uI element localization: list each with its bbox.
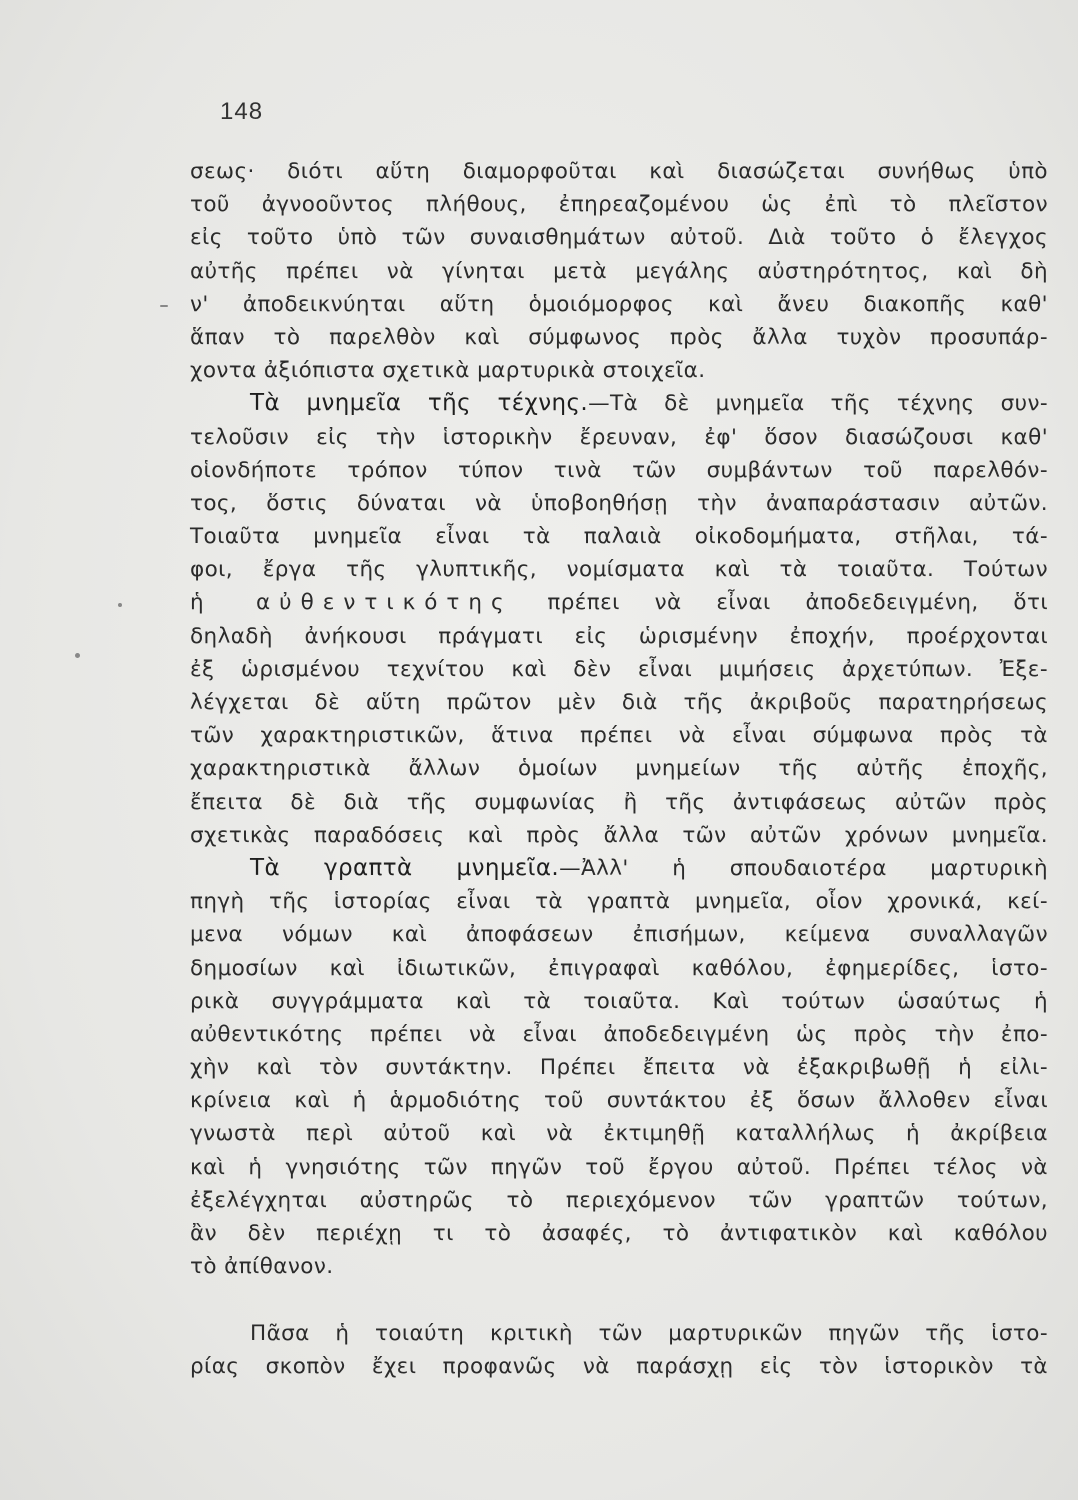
text-line: γνωστὰ περὶ αὐτοῦ καὶ νὰ ἐκτιμηθῇ καταλλήλως ἡ ἀκρίβεια bbox=[190, 1121, 1048, 1147]
text-line: δημοσίων καὶ ἰδιωτικῶν, ἐπιγραφαὶ καθόλου, ἐφημερίδες, ἱστο- bbox=[190, 955, 1048, 981]
scan-speck bbox=[160, 305, 168, 307]
text-line: ρικὰ συγγράμματα καὶ τὰ τοιαῦτα. Καὶ τούτων ὡσαύτως ἡ bbox=[190, 988, 1048, 1014]
scan-speck bbox=[75, 653, 80, 658]
text-line: χαρακτηριστικὰ ἄλλων ὁμοίων μνημείων τῆς αὐτῆς ἐποχῆς, bbox=[190, 756, 1048, 782]
emphasis-line bbox=[190, 586, 1048, 619]
text-line: τὸ ἀπίθανον. bbox=[190, 1254, 334, 1280]
scan-speck bbox=[118, 603, 122, 607]
text-line: καὶ ἡ γνησιότης τῶν πηγῶν τοῦ ἔργου αὐτοῦ. Πρέπει τέλος νὰ bbox=[190, 1154, 1048, 1180]
text-line: ἐξελέγχηται αὐστηρῶς τὸ περιεχόμενον τῶν γραπτῶν τούτων, bbox=[190, 1187, 1048, 1213]
text-line: οἱονδήποτε τρόπον τύπον τινὰ τῶν συμβάντων τοῦ παρελθόν- bbox=[190, 457, 1048, 483]
page-number: 148 bbox=[220, 98, 264, 125]
text-line: χοντα ἀξιόπιστα σχετικὰ μαρτυρικὰ στοιχεῖα. bbox=[190, 358, 706, 384]
text-line: χὴν καὶ τὸν συντάκτην. Πρέπει ἔπειτα νὰ ἐξακριβωθῇ ἡ εἰλι- bbox=[190, 1055, 1048, 1081]
text-line: εἰς τοῦτο ὑπὸ τῶν συναισθημάτων αὐτοῦ. Διὰ τοῦτο ὁ ἔλεγχος bbox=[190, 225, 1048, 251]
text-line: ἐξ ὡρισμένου τεχνίτου καὶ δὲν εἶναι μιμήσεις ἀρχετύπων. Ἐξε- bbox=[190, 656, 1048, 682]
text-line: αὐθεντικότης πρέπει νὰ εἶναι ἀποδεδειγμένη ὡς πρὸς τὴν ἐπο- bbox=[190, 1021, 1048, 1047]
text-run: πρέπει νὰ εἶναι ἀποδεδειγμένη, ὅτι bbox=[512, 590, 1048, 616]
section-heading: Τὰ γραπτὰ μνημεῖα. bbox=[250, 854, 560, 881]
text-line: δηλαδὴ ἀνήκουσι πράγματι εἰς ὡρισμένην ἐποχήν, προέρχονται bbox=[190, 623, 1048, 649]
text-line: ρίας σκοπὸν ἔχει προφανῶς νὰ παράσχῃ εἰς τὸν ἱστορικὸν τὰ bbox=[190, 1353, 1048, 1379]
text-line: φοι, ἔργα τῆς γλυπτικῆς, νομίσματα καὶ τὰ τοιαῦτα. Τούτων bbox=[190, 557, 1048, 583]
section-heading-line bbox=[190, 852, 1048, 885]
text-line: ἔπειτα δὲ διὰ τῆς συμφωνίας ἢ τῆς ἀντιφάσεως αὐτῶν πρὸς bbox=[190, 789, 1048, 815]
text-line: λέγχεται δὲ αὕτη πρῶτον μὲν διὰ τῆς ἀκριβοῦς παρατηρήσεως bbox=[190, 690, 1048, 715]
text-run: —Ἀλλ' ἡ σπουδαιοτέρα μαρτυρικὴ bbox=[559, 855, 1048, 881]
text-line: αὐτῆς πρέπει νὰ γίνηται μετὰ μεγάλης αὐστηρότητος, καὶ δὴ bbox=[190, 258, 1048, 284]
text-line: σχετικὰς παραδόσεις καὶ πρὸς ἄλλα τῶν αὐτῶν χρόνων μνημεῖα. bbox=[190, 822, 1048, 848]
text-line: κρίνεια καὶ ἡ ἁρμοδιότης τοῦ συντάκτου ἐξ ὅσων ἄλλοθεν εἶναι bbox=[190, 1088, 1048, 1114]
text-line: τελοῦσιν εἰς τὴν ἱστορικὴν ἔρευναν, ἐφ' ὅσον διασώζουσι καθ' bbox=[190, 424, 1048, 450]
text-line: σεως· διότι αὕτη διαμορφοῦται καὶ διασώζεται συνήθως ὑπὸ bbox=[190, 159, 1048, 184]
text-line: ἂν δὲν περιέχῃ τι τὸ ἀσαφές, τὸ ἀντιφατικὸν καὶ καθόλου bbox=[190, 1221, 1048, 1246]
text-line: τοῦ ἀγνοοῦντος πλήθους, ἐπηρεαζομένου ὡς ἐπὶ τὸ πλεῖστον bbox=[190, 192, 1048, 218]
section-heading-line bbox=[190, 387, 1048, 420]
body-text bbox=[190, 155, 1048, 1383]
text-line: Πᾶσα ἡ τοιαύτη κριτικὴ τῶν μαρτυρικῶν πηγῶν τῆς ἱστο- bbox=[250, 1320, 1048, 1346]
text-run: —Τὰ δὲ μνημεῖα τῆς τέχνης συν- bbox=[588, 391, 1049, 417]
blank-line bbox=[190, 1283, 1048, 1316]
text-line: μενα νόμων καὶ ἀποφάσεων ἐπισήμων, κείμενα συναλλαγῶν bbox=[190, 922, 1048, 948]
text-line: ἅπαν τὸ παρελθὸν καὶ σύμφωνος πρὸς ἄλλα τυχὸν προσυπάρ- bbox=[190, 324, 1048, 350]
spaced-emphasis: ἡ αὐθεντικότης bbox=[190, 590, 513, 616]
text-line: ν' ἀποδεικνύηται αὕτη ὁμοιόμορφος καὶ ἄνευ διακοπῆς καθ' bbox=[190, 291, 1048, 317]
text-line: Τοιαῦτα μνημεῖα εἶναι τὰ παλαιὰ οἰκοδομήματα, στῆλαι, τά- bbox=[190, 524, 1048, 550]
section-heading: Τὰ μνημεῖα τῆς τέχνης. bbox=[250, 390, 589, 417]
text-line: τος, ὅστις δύναται νὰ ὑποβοηθήσῃ τὴν ἀναπαράστασιν αὐτῶν. bbox=[190, 490, 1048, 516]
text-line: πηγὴ τῆς ἱστορίας εἶναι τὰ γραπτὰ μνημεῖα, οἷον χρονικά, κεί- bbox=[190, 889, 1048, 915]
text-line: τῶν χαρακτηριστικῶν, ἅτινα πρέπει νὰ εἶναι σύμφωνα πρὸς τὰ bbox=[190, 723, 1048, 749]
